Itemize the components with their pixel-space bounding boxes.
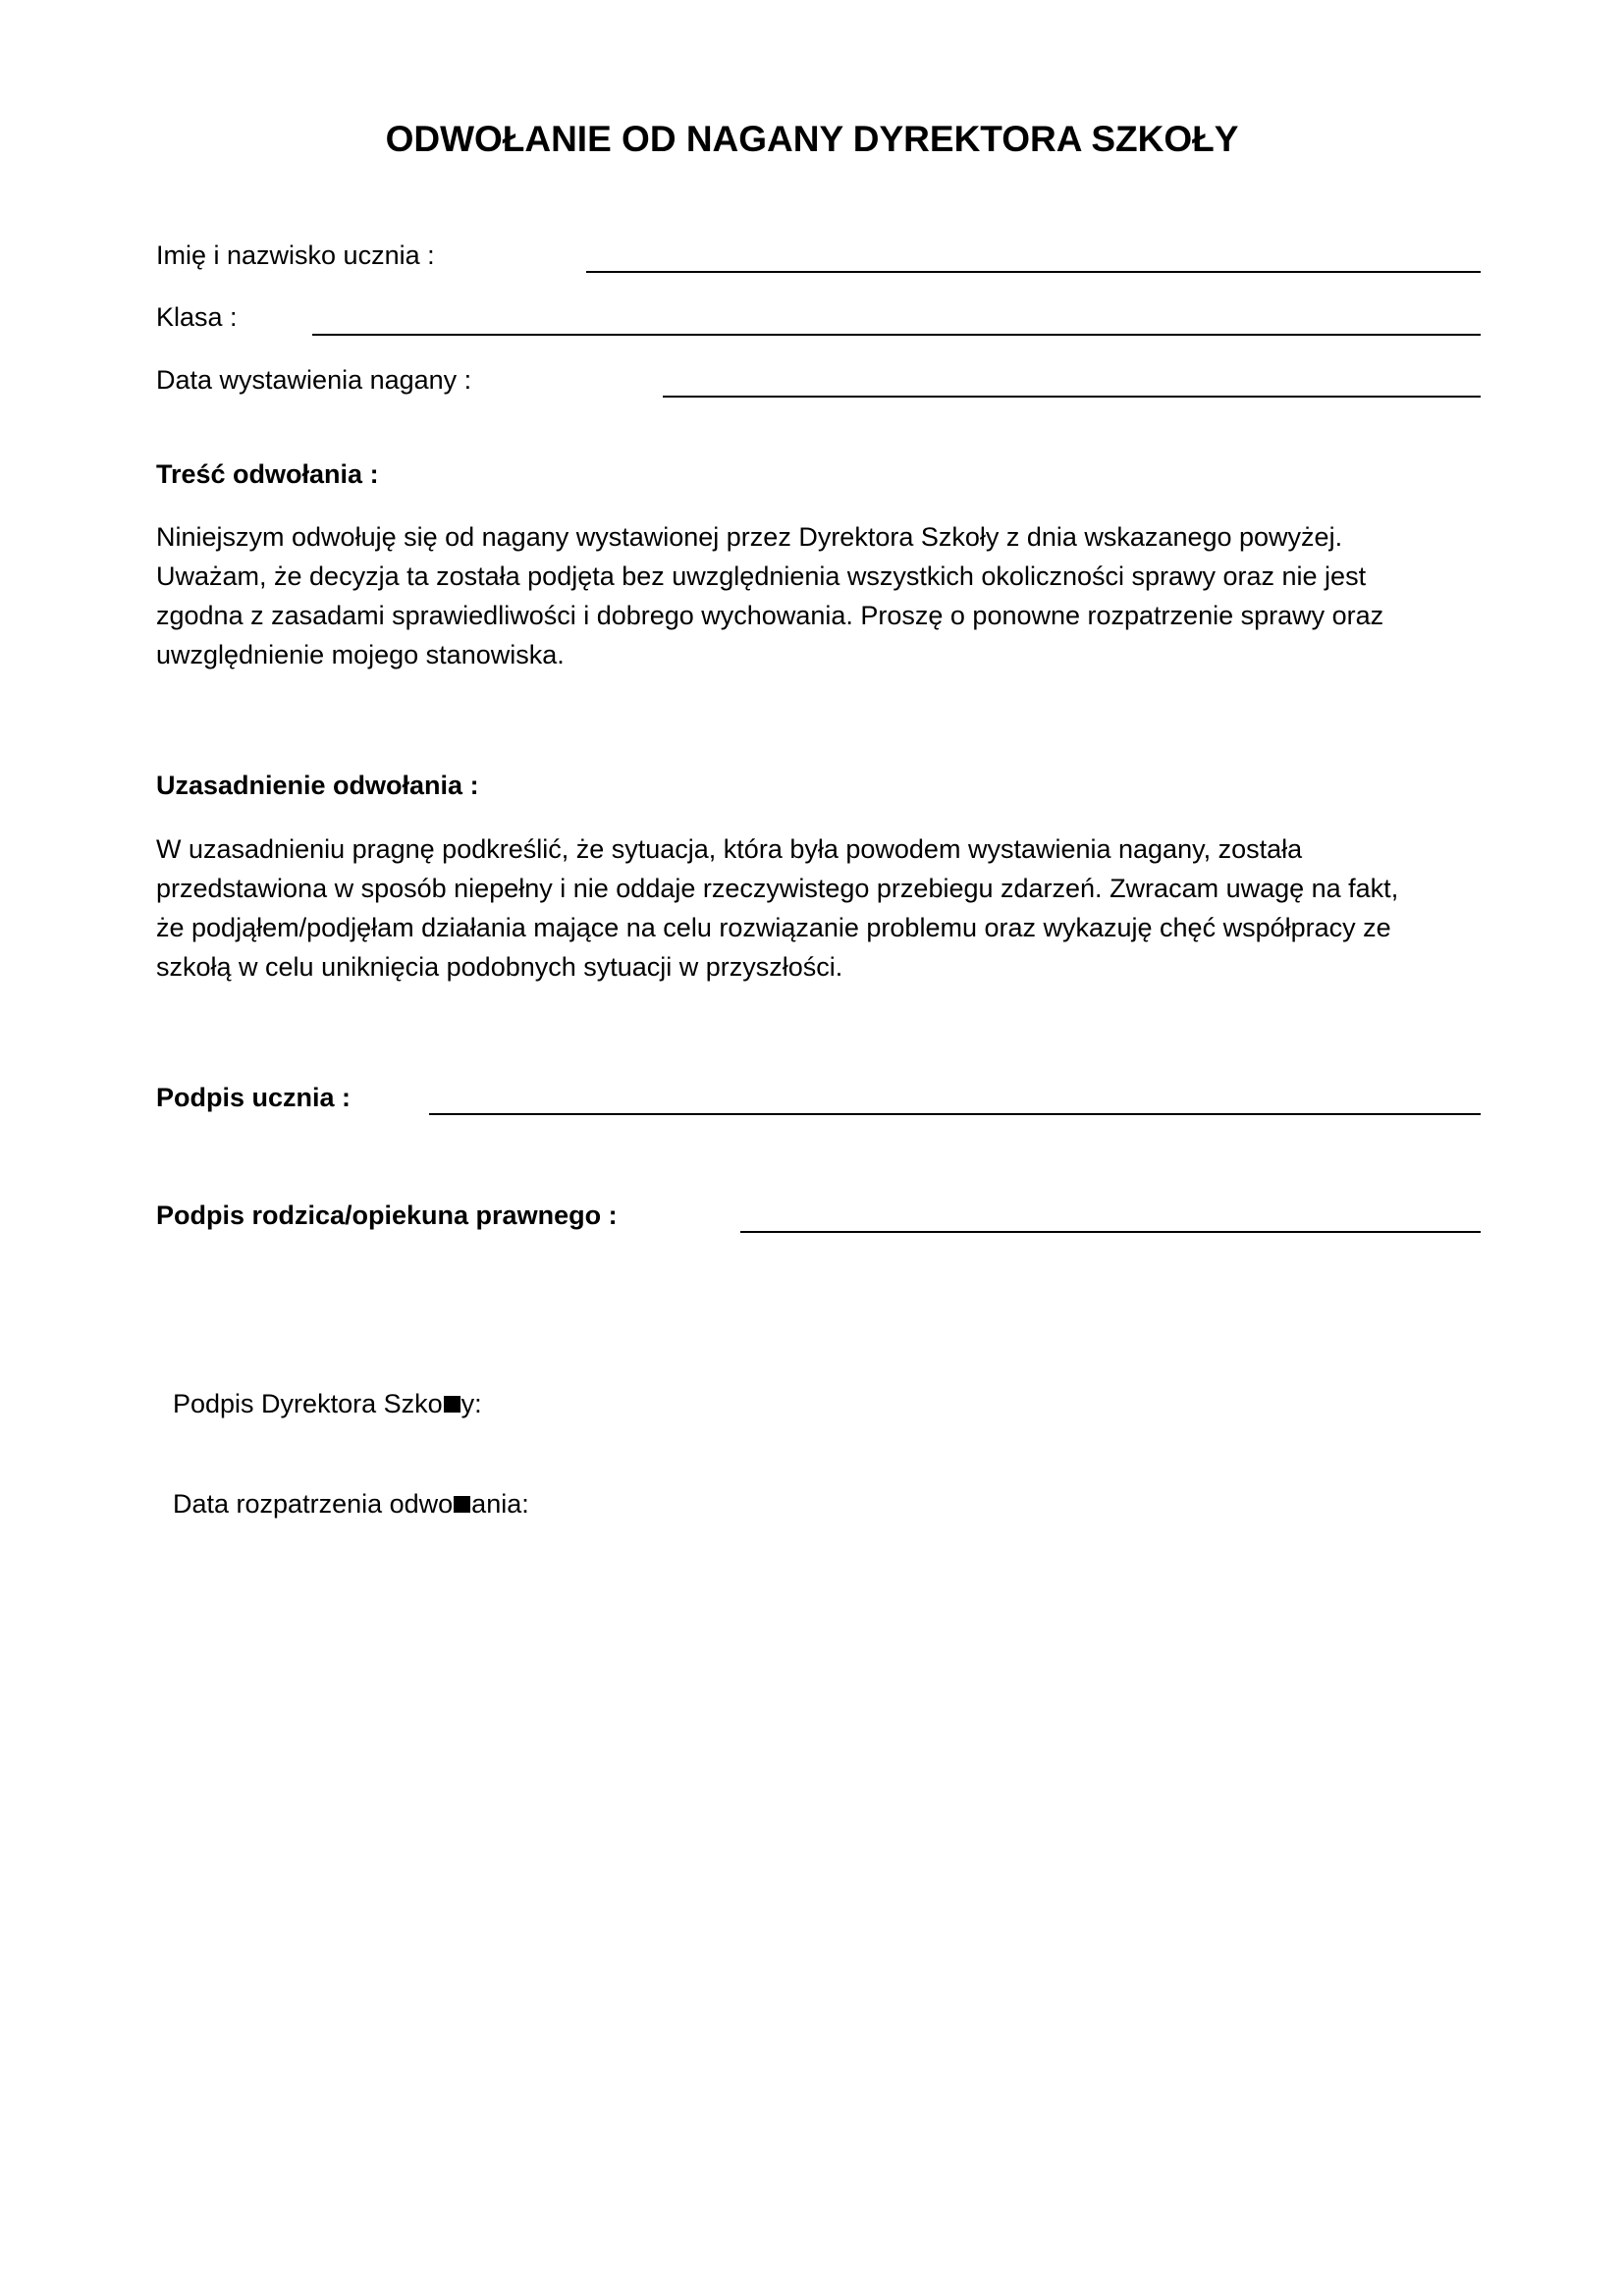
missing-glyph-icon [454, 1496, 470, 1513]
student-name-label: Imię i nazwisko ucznia : [156, 240, 435, 270]
content-line: uwzględnienie mojego stanowiska. [156, 640, 565, 669]
student-signature-label: Podpis ucznia : [156, 1083, 352, 1112]
content-line: zgodna z zasadami sprawiedliwości i dobrego wychowania. Proszę o ponowne rozpatrzenie sprawy oraz [156, 601, 1384, 630]
content-line: Uważam, że decyzja ta została podjęta bez uwzględnienia wszystkich okoliczności sprawy oraz nie jest [156, 561, 1367, 591]
content-paragraph [156, 517, 1531, 674]
content-heading: Treść odwołania : [156, 459, 379, 489]
justification-line: W uzasadnieniu pragnę podkreślić, że sytuacja, która była powodem wystawienia nagany, została [156, 834, 1303, 864]
justification-line: szkołą w celu uniknięcia podobnych sytuacji w przyszłości. [156, 952, 843, 982]
justification-line: przedstawiona w sposób niepełny i nie oddaje rzeczywistego przebiegu zdarzeń. Zwracam uwagę na fakt, [156, 874, 1399, 903]
content-line: Niniejszym odwołuję się od nagany wystawionej przez Dyrektora Szkoły z dnia wskazanego powyżej. [156, 522, 1343, 552]
parent-signature-label: Podpis rodzica/opiekuna prawnego : [156, 1201, 618, 1230]
justification-paragraph [156, 829, 1531, 987]
review-date-label [173, 1488, 529, 1520]
review-date-text-end: ania: [471, 1489, 529, 1519]
reprimand-date-label: Data wystawienia nagany : [156, 365, 472, 395]
justification-line: że podjąłem/podjęłam działania mające na celu rozwiązanie problemu oraz wykazuję chęć współpracy ze [156, 913, 1391, 942]
director-signature-label [173, 1388, 482, 1419]
review-date-text: Data rozpatrzenia odwo [173, 1489, 454, 1519]
director-signature-text: Podpis Dyrektora Szko [173, 1389, 443, 1418]
student-name-line[interactable] [586, 271, 1481, 273]
reprimand-date-line[interactable] [663, 396, 1481, 398]
missing-glyph-icon [444, 1396, 460, 1413]
student-signature-line[interactable] [429, 1113, 1481, 1115]
class-label: Klasa : [156, 302, 238, 332]
justification-heading: Uzasadnienie odwołania : [156, 771, 479, 800]
parent-signature-line[interactable] [740, 1231, 1481, 1233]
class-line[interactable] [312, 334, 1481, 336]
page-title: ODWOŁANIE OD NAGANY DYREKTORA SZKOŁY [385, 119, 1239, 159]
director-signature-text-end: y: [460, 1389, 482, 1418]
